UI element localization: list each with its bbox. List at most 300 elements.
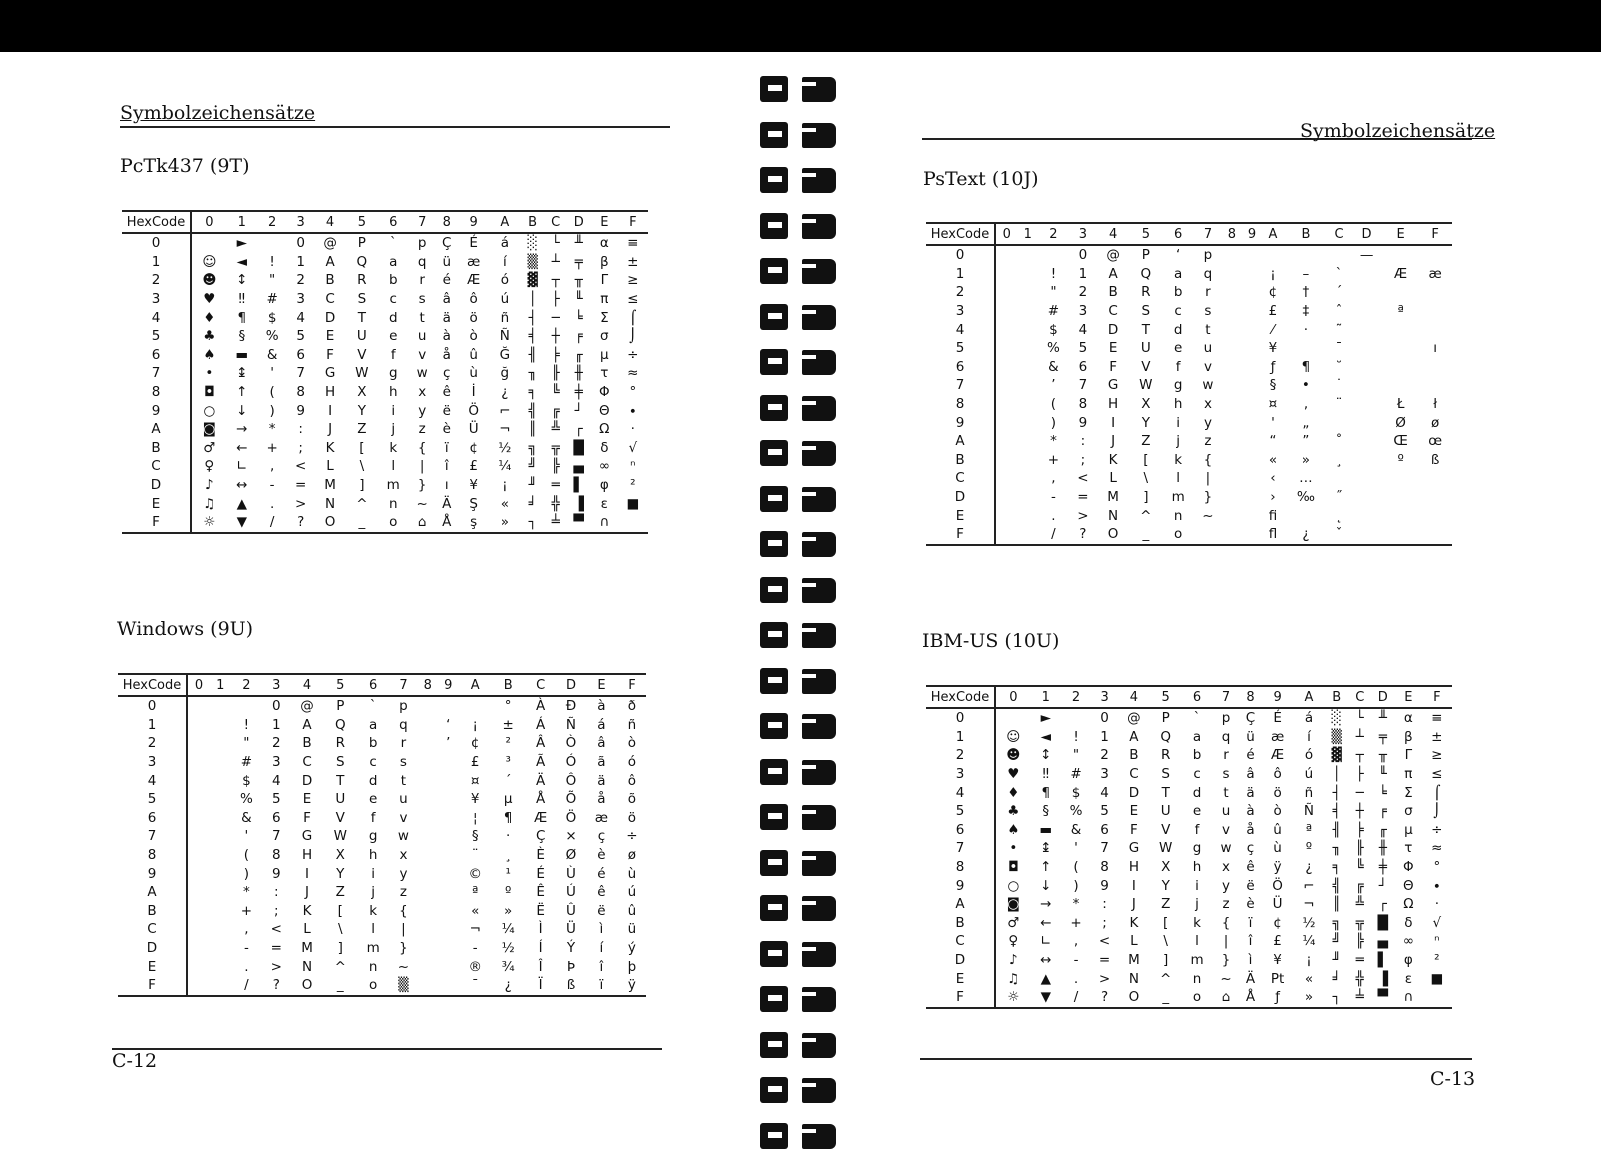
binding-ring (750, 529, 840, 559)
char-cell: Í (538, 940, 543, 957)
char-cell: , (1051, 470, 1056, 487)
char-cell: S (1141, 303, 1151, 320)
char-cell: É (1273, 710, 1282, 727)
char-cell: » (489, 513, 520, 533)
char-cell: : (1102, 896, 1107, 913)
char-cell: ╪ (574, 384, 583, 401)
char-cell: ò (1273, 803, 1282, 820)
char-cell (187, 809, 210, 828)
char-cell: e (1173, 340, 1183, 357)
char-cell (1383, 245, 1418, 265)
char-cell: M (1107, 489, 1119, 506)
char-cell (1222, 469, 1242, 488)
char-cell: ) (269, 402, 275, 419)
char-cell: " (1050, 284, 1057, 301)
char-cell (438, 696, 459, 716)
char-cell: º (504, 884, 512, 901)
table-row (926, 283, 1452, 302)
char-cell: é (442, 272, 451, 289)
char-cell: ² (1434, 952, 1440, 969)
char-cell: ﬁ (1268, 507, 1278, 524)
column-header: 7 (1194, 223, 1222, 245)
char-cell: ¡ (502, 477, 508, 494)
char-cell: – (1302, 265, 1310, 282)
char-cell: ? (1069, 525, 1097, 545)
char-cell (1284, 245, 1328, 265)
char-cell: u (1221, 803, 1231, 820)
char-cell: ? (1091, 988, 1118, 1008)
char-cell: ╝ (1332, 933, 1341, 950)
char-cell: Γ (1404, 747, 1413, 764)
char-cell: Θ (599, 402, 610, 419)
char-cell: f (370, 809, 376, 826)
char-cell (1222, 451, 1242, 470)
char-cell: ▒ (527, 253, 538, 270)
char-cell: ε (1404, 970, 1413, 987)
char-cell: ½ (1302, 914, 1316, 931)
char-cell: ↔ (1040, 952, 1052, 969)
row-hexcode: C (926, 469, 995, 488)
char-cell: X (1141, 396, 1151, 413)
table-row (122, 290, 648, 309)
char-cell (438, 920, 459, 939)
char-cell: ↨ (236, 365, 248, 382)
char-cell: Z (357, 421, 367, 438)
char-cell: φ (599, 477, 609, 494)
char-cell: ˛ (1335, 507, 1343, 524)
char-cell (1328, 469, 1350, 488)
char-cell: ╠ (1355, 933, 1364, 950)
char-cell (438, 883, 459, 902)
char-cell: w (1220, 840, 1232, 857)
char-cell: â (597, 735, 606, 752)
char-cell: ┘ (1378, 877, 1387, 894)
char-cell: c (1174, 303, 1182, 320)
char-cell: T (1141, 321, 1150, 338)
char-cell: τ (600, 365, 609, 382)
char-cell: ç (1246, 840, 1255, 857)
char-cell: W (1139, 377, 1153, 394)
char-cell: ˇ (1328, 525, 1350, 545)
char-cell: G (324, 365, 336, 382)
char-cell: Ô (565, 772, 577, 789)
char-cell: ╢ (528, 346, 537, 363)
char-cell: ║ (1332, 896, 1341, 913)
char-cell: ü (627, 921, 637, 938)
char-cell: 7 (272, 828, 281, 845)
char-cell: r (1205, 284, 1211, 301)
char-cell: ” (1302, 433, 1310, 450)
char-cell: | (401, 921, 406, 938)
char-cell (1418, 302, 1452, 321)
char-cell: ╧ (545, 513, 566, 533)
char-cell (417, 976, 438, 996)
char-cell (1350, 432, 1383, 451)
char-cell: ï (1248, 914, 1253, 931)
char-cell: ↓ (236, 402, 248, 419)
char-cell: σ (1404, 803, 1413, 820)
char-cell: ł (1433, 396, 1438, 413)
char-cell: ╨ (1378, 710, 1387, 727)
char-cell: ¤ (470, 772, 480, 789)
char-cell: ä (1246, 784, 1255, 801)
char-cell: X (1161, 859, 1171, 876)
char-cell: P (1141, 247, 1150, 264)
char-cell: ¥ (1273, 952, 1282, 969)
char-cell (1018, 451, 1038, 470)
column-header: 3 (287, 211, 314, 233)
charset-table-pstext (926, 222, 1452, 546)
char-cell: à (1246, 803, 1255, 820)
char-cell: û (469, 346, 478, 363)
char-cell: Œ (1393, 433, 1408, 450)
char-cell: ½ (498, 439, 512, 456)
binding-ring (750, 1030, 840, 1060)
char-cell (1418, 283, 1452, 302)
char-cell: ♪ (205, 477, 214, 494)
char-cell: ╣ (528, 402, 537, 419)
char-cell: k (369, 902, 378, 919)
table-row (926, 451, 1452, 470)
char-cell: - (269, 477, 275, 494)
char-cell: Ä (442, 495, 452, 512)
binding-ring (750, 347, 840, 377)
char-cell (995, 245, 1018, 265)
char-cell (210, 864, 231, 883)
row-hexcode: 0 (926, 245, 995, 265)
char-cell: ┬ (551, 272, 560, 289)
char-cell: ê (597, 884, 606, 901)
table-row (122, 253, 648, 272)
char-cell: n (1192, 970, 1202, 987)
column-header: 8 (417, 674, 438, 696)
row-hexcode: A (926, 895, 995, 914)
column-header: F (618, 674, 646, 696)
char-cell (1284, 506, 1328, 525)
char-cell (1242, 283, 1262, 302)
char-cell (995, 469, 1018, 488)
char-cell: ╒ (1378, 803, 1387, 820)
spiral-binding (750, 52, 845, 1157)
char-cell: - (1073, 952, 1079, 969)
char-cell: F (326, 346, 334, 363)
char-cell (995, 525, 1018, 545)
char-cell: C (1129, 766, 1139, 783)
char-cell: 7 (296, 365, 305, 382)
char-cell: ○ (203, 402, 216, 419)
char-cell: « (1304, 970, 1314, 987)
char-cell: F (303, 809, 311, 826)
char-cell: ; (298, 439, 303, 456)
char-cell: ú (627, 884, 637, 901)
char-cell: þ (627, 958, 637, 975)
column-header: 2 (1038, 223, 1069, 245)
char-cell: ! (269, 253, 275, 270)
char-cell: ` (369, 698, 377, 715)
char-cell: ° (1433, 859, 1441, 876)
char-cell (210, 790, 231, 809)
char-cell (438, 846, 459, 865)
char-cell: \ (359, 458, 365, 475)
char-cell: ( (269, 384, 275, 401)
char-cell: µ (503, 791, 513, 808)
char-cell: ç (443, 365, 451, 382)
row-hexcode: 7 (118, 827, 187, 846)
char-cell: ª (472, 884, 479, 901)
char-cell (1350, 339, 1383, 358)
char-cell: ┬ (1355, 747, 1364, 764)
char-cell: | (419, 458, 425, 475)
char-cell (1018, 506, 1038, 525)
char-cell: ↑ (236, 384, 248, 401)
char-cell: 9 (272, 865, 281, 882)
char-cell: • (1009, 840, 1018, 857)
char-cell (187, 846, 210, 865)
char-cell: = (295, 477, 307, 494)
char-cell: ╥ (1378, 747, 1387, 764)
char-cell: Φ (1403, 859, 1414, 876)
char-cell: ÷ (627, 346, 639, 363)
char-cell: 3 (296, 291, 305, 308)
char-cell: ░ (1331, 710, 1342, 727)
char-cell: n (368, 958, 378, 975)
char-cell: ♂ (1007, 914, 1020, 931)
char-cell: ù (469, 365, 478, 382)
char-cell: . (244, 958, 249, 975)
char-cell: Ã (536, 754, 546, 771)
char-cell: π (1404, 766, 1413, 783)
char-cell: p (417, 235, 427, 252)
char-cell: ª (1397, 303, 1404, 320)
char-cell: » (504, 902, 513, 919)
char-cell: ♀ (1008, 933, 1019, 950)
char-cell: ╛ (528, 495, 537, 512)
char-cell: ▌ (573, 477, 584, 494)
char-cell: ; (274, 902, 279, 919)
char-cell: ▐ (573, 495, 584, 512)
char-cell (210, 809, 231, 828)
char-cell: 2 (1078, 284, 1088, 301)
char-cell: 6 (272, 809, 281, 826)
table-row (122, 513, 648, 533)
char-cell: _ (1150, 988, 1182, 1008)
char-cell: * (268, 421, 276, 438)
column-header: 7 (409, 211, 436, 233)
char-cell: ( (243, 847, 250, 864)
column-header: C (545, 211, 566, 233)
char-cell: ▓ (1331, 747, 1342, 764)
row-hexcode: E (122, 494, 191, 513)
char-cell: V (335, 809, 345, 826)
char-cell: j (371, 884, 376, 901)
hexcode-header: HexCode (118, 674, 187, 696)
char-cell: Ğ (499, 346, 511, 363)
char-cell: s (1204, 303, 1212, 320)
char-cell: ^ (356, 495, 368, 512)
char-cell (417, 920, 438, 939)
char-cell: l (1176, 470, 1181, 487)
char-cell (1242, 376, 1262, 395)
char-cell: ┐ (1324, 988, 1349, 1008)
char-cell: s (399, 754, 407, 771)
char-cell: B (1108, 284, 1118, 301)
char-cell: § (471, 828, 479, 845)
char-cell (417, 883, 438, 902)
char-cell: º (1397, 451, 1404, 468)
char-cell: ˝ (1335, 489, 1343, 506)
char-cell: ⌂ (1213, 988, 1240, 1008)
char-cell: j (1195, 896, 1199, 913)
char-cell (995, 413, 1018, 432)
char-cell (1018, 358, 1038, 377)
row-hexcode: 9 (118, 864, 187, 883)
char-cell: E (302, 791, 312, 808)
char-cell (1038, 245, 1069, 265)
char-cell: $ (1071, 784, 1081, 801)
char-cell: ˚ (1335, 433, 1343, 450)
char-cell (1418, 320, 1452, 339)
column-header: 4 (1097, 223, 1130, 245)
char-cell: â (1246, 766, 1255, 783)
char-cell (210, 902, 231, 921)
char-cell: è (442, 421, 451, 438)
row-hexcode: 0 (926, 708, 995, 728)
char-cell: £ (1268, 303, 1278, 320)
char-cell: ≈ (1431, 840, 1443, 857)
char-cell (417, 957, 438, 976)
char-cell: h (388, 384, 398, 401)
table-row (926, 821, 1452, 840)
char-cell: ╕ (1332, 859, 1341, 876)
char-cell: g (1192, 840, 1202, 857)
column-header: 7 (1213, 686, 1240, 708)
table-row (926, 988, 1452, 1008)
char-cell: ♠ (203, 346, 216, 363)
row-hexcode: 7 (926, 376, 995, 395)
char-cell: V (1161, 821, 1171, 838)
table-row (118, 827, 646, 846)
char-cell: δ (600, 439, 609, 456)
char-cell: ’ (446, 735, 451, 752)
char-cell: ã (597, 754, 606, 771)
char-cell: 3 (272, 754, 281, 771)
char-cell: ê (1246, 859, 1255, 876)
char-cell: ¼ (501, 921, 515, 938)
char-cell: n (388, 495, 398, 512)
char-cell: ± (627, 253, 639, 270)
char-cell: £ (469, 458, 478, 475)
binding-ring (750, 165, 840, 195)
row-hexcode: 8 (926, 395, 995, 414)
table-row (122, 233, 648, 253)
char-cell (1262, 245, 1284, 265)
char-cell: c (389, 291, 397, 308)
char-cell: 6 (1100, 821, 1109, 838)
char-cell: ε (600, 495, 608, 512)
char-cell: ╛ (1332, 970, 1341, 987)
char-cell: o (378, 513, 409, 533)
char-cell: w (397, 828, 409, 845)
char-cell: ñ (500, 309, 510, 326)
table-row (122, 364, 648, 383)
char-cell: û (627, 902, 637, 919)
char-cell: À (536, 698, 546, 715)
char-cell: o (1162, 525, 1194, 545)
row-hexcode: 1 (118, 716, 187, 735)
char-cell: ^ (1140, 507, 1152, 524)
char-cell: ý (627, 940, 636, 957)
char-cell: 6 (1078, 358, 1088, 375)
table-row (118, 771, 646, 790)
char-cell: r (419, 272, 425, 289)
char-cell: 0 (272, 698, 281, 715)
table-title-pstext: PsText (10J) (923, 168, 1039, 190)
char-cell: — (1359, 247, 1374, 264)
table-row (926, 932, 1452, 951)
char-cell: ╞ (1355, 821, 1364, 838)
char-cell: t (1223, 784, 1229, 801)
char-cell: y (418, 402, 427, 419)
char-cell: l (371, 921, 376, 938)
char-cell: ² (505, 735, 511, 752)
char-cell: α (1403, 710, 1413, 727)
char-cell: ä (597, 772, 606, 789)
column-header: 1 (227, 211, 257, 233)
char-cell: . (269, 495, 275, 512)
char-cell: ▀ (1370, 988, 1395, 1008)
char-cell: ~ (397, 958, 410, 975)
char-cell: # (240, 754, 253, 771)
char-cell (1222, 265, 1242, 284)
row-hexcode: 2 (926, 746, 995, 765)
char-cell: - (1051, 489, 1056, 506)
char-cell (1222, 432, 1242, 451)
char-cell: W (355, 365, 369, 382)
char-cell (1383, 339, 1418, 358)
row-hexcode: 2 (926, 283, 995, 302)
column-header: E (591, 211, 618, 233)
row-hexcode: 6 (926, 821, 995, 840)
char-cell: ╣ (1332, 877, 1341, 894)
table-row (926, 320, 1452, 339)
char-cell: á (597, 716, 606, 733)
char-cell: à (442, 328, 451, 345)
char-cell: ' (1271, 414, 1275, 431)
char-cell: T (357, 309, 366, 326)
char-cell: " (269, 272, 276, 289)
table-row (122, 420, 648, 439)
char-cell: ╧ (1349, 988, 1370, 1008)
char-cell: ñ (1304, 784, 1314, 801)
char-cell: ó (1304, 747, 1314, 764)
charset-table-windows (118, 673, 646, 997)
char-cell: w (1202, 377, 1214, 394)
char-cell (995, 283, 1018, 302)
char-cell (1418, 506, 1452, 525)
char-cell: # (1070, 766, 1082, 783)
char-cell: Ó (565, 754, 577, 771)
char-cell (438, 939, 459, 958)
char-cell: k (389, 439, 398, 456)
char-cell: W (1159, 840, 1173, 857)
char-cell (1018, 320, 1038, 339)
char-cell: ˙ (1335, 377, 1343, 394)
table-row (926, 395, 1452, 414)
char-cell: H (1108, 396, 1119, 413)
char-cell: ╔ (1355, 877, 1364, 894)
char-cell (1018, 413, 1038, 432)
char-cell: ☻ (202, 272, 217, 289)
